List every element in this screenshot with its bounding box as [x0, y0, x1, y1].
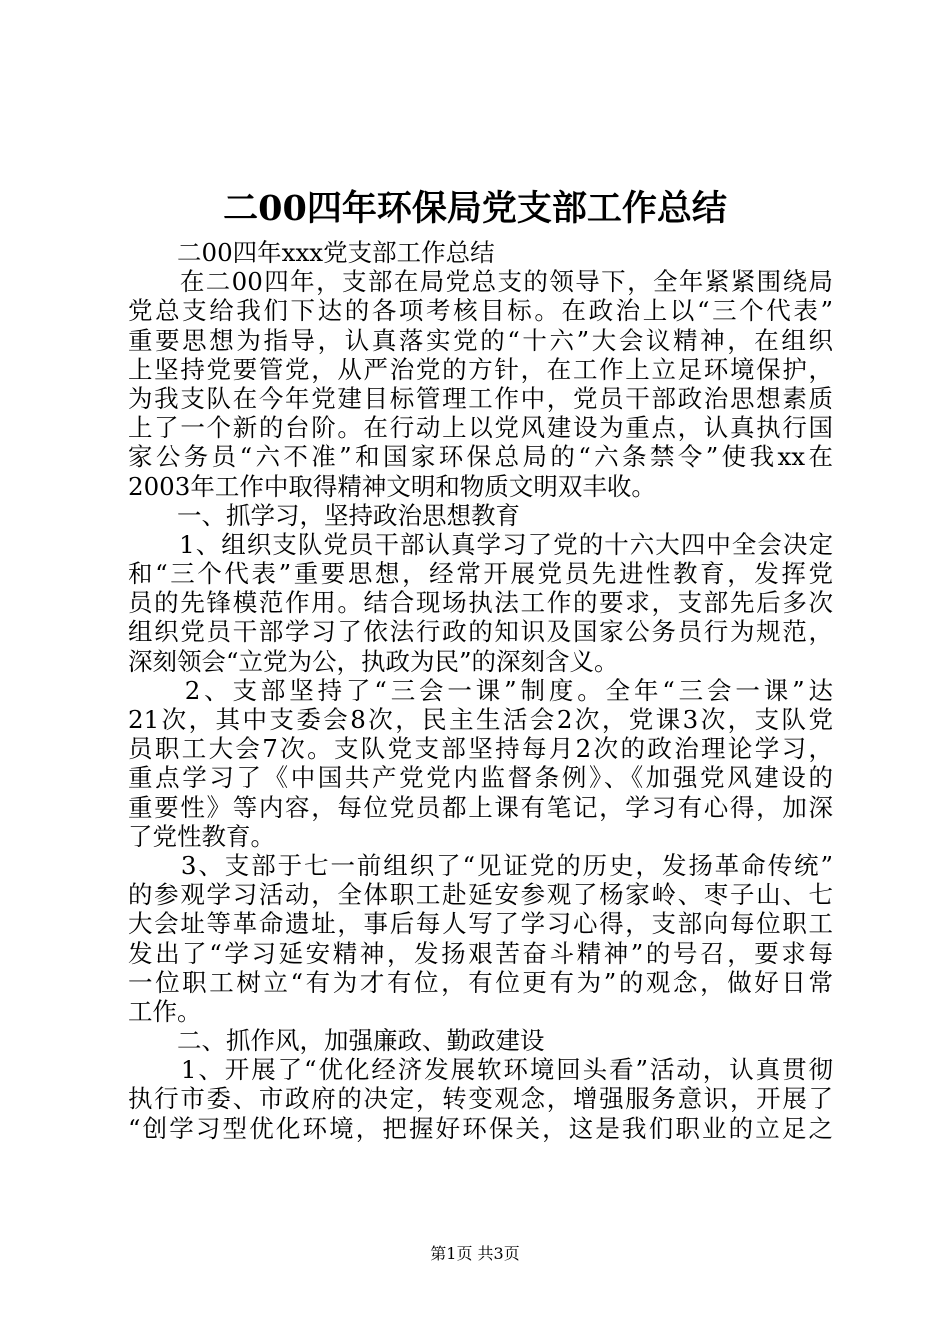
body-line: 执行市委、市政府的决定，转变观念，增强服务意识，开展了 [128, 1084, 833, 1114]
body-line: 员职工大会7次。支队党支部坚持每月2次的政治理论学习， [128, 734, 833, 764]
body-line: 和“三个代表”重要思想，经常开展党员先进性教育，发挥党 [128, 559, 833, 589]
body-line: 深刻领会“立党为公，执政为民”的深刻含义。 [128, 646, 619, 676]
body-line: 一、抓学习，坚持政治思想教育 [128, 500, 520, 530]
body-line: 重点学习了《中国共产党党内监督条例》、《加强党风建设的 [128, 763, 833, 793]
body-line: “创学习型优化环境，把握好环保关，这是我们职业的立足之 [128, 1113, 833, 1143]
body-line: 上了一个新的台阶。在行动上以党风建设为重点，认真执行国 [128, 413, 833, 443]
body-line: 员的先锋模范作用。结合现场执法工作的要求，支部先后多次 [128, 588, 833, 618]
document-body [128, 238, 833, 1143]
body-line: 的参观学习活动，全体职工赴延安参观了杨家岭、枣子山、七 [128, 880, 833, 910]
body-line: 2、支部坚持了“三会一课”制度。全年“三会一课”达 [128, 675, 833, 705]
document-title: 二00四年环保局党支部工作总结 [223, 188, 727, 229]
body-line: 在二00四年，支部在局党总支的领导下，全年紧紧围绕局 [128, 267, 833, 297]
body-line: 21次，其中支委会8次，民主生活会2次，党课3次，支队党 [128, 705, 833, 734]
body-line: 2003年工作中取得精神文明和物质文明双丰收。 [128, 471, 656, 501]
body-line: 重要性》等内容，每位党员都上课有笔记，学习有心得，加深 [128, 792, 833, 822]
body-line: 1、组织支队党员干部认真学习了党的十六大四中全会决定 [128, 529, 833, 559]
body-line: 重要思想为指导，认真落实党的“十六”大会议精神，在组织 [128, 325, 833, 355]
body-line: 上坚持党要管党，从严治党的方针，在工作上立足环境保护， [128, 354, 833, 384]
page-number: 第1页 共3页 [430, 1244, 520, 1263]
body-line: 一位职工树立“有为才有位，有位更有为”的观念，做好日常 [128, 967, 833, 997]
body-line: 组织党员干部学习了依法行政的知识及国家公务员行为规范， [128, 617, 833, 647]
body-line: 工作。 [128, 996, 202, 1026]
body-line: 大会址等革命遗址，事后每人写了学习心得，支部向每位职工 [128, 909, 833, 939]
body-line: 3、支部于七一前组织了“见证党的历史，发扬革命传统” [128, 850, 833, 880]
body-line: 二、抓作风，加强廉政、勤政建设 [128, 1026, 545, 1056]
body-line: 发出了“学习延安精神，发扬艰苦奋斗精神”的号召，要求每 [128, 938, 833, 968]
body-line: 了党性教育。 [128, 821, 275, 851]
body-line: 党总支给我们下达的各项考核目标。在政治上以“三个代表” [128, 296, 833, 326]
body-line: 家公务员“六不准”和国家环保总局的“六条禁令”使我xx在 [128, 442, 833, 472]
body-line: 1、开展了“优化经济发展软环境回头看”活动，认真贯彻 [128, 1055, 833, 1085]
body-line: 二00四年xxx党支部工作总结 [128, 238, 495, 267]
body-line: 为我支队在今年党建目标管理工作中，党员干部政治思想素质 [128, 383, 833, 413]
